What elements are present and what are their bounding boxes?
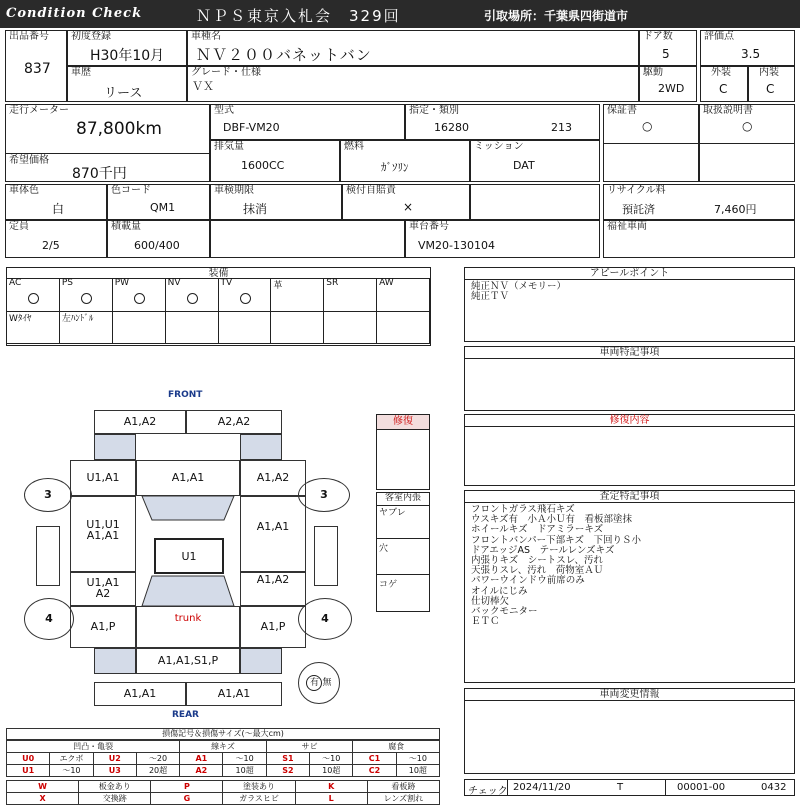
first-reg-cell [67,30,187,66]
inspection-notes-lines [465,503,794,629]
insurance-cell [342,184,470,220]
model-value: ＮＶ２００バネットバン [196,46,372,64]
legend-desc: 10超 [310,765,353,777]
legend-desc: ～10 [310,753,353,765]
load-label: 積載量 [111,221,141,232]
legend-header: 線キズ [180,741,267,753]
legend-desc: 10超 [223,765,266,777]
legend-code: U3 [93,765,136,777]
displacement-cell [210,140,340,182]
fuel-cell [340,140,470,182]
lot-value: 837 [24,61,51,77]
divider [6,153,209,154]
legend-code: C2 [353,765,396,777]
first-reg-value: H30年10月 [90,48,165,64]
check-inspector: T [617,782,624,793]
right-front-fender: A1,A2 [240,460,306,496]
designation-cell [405,104,600,140]
equipment-label: PW [114,278,130,288]
load-value: 600/400 [134,239,180,252]
front-left-wheel: 3 [24,478,72,512]
legend-header: 凹凸・亀裂 [7,741,180,753]
lot-cell [5,30,67,102]
mileage-label: 走行メーター [9,105,69,116]
designation-label: 指定・類別 [409,105,459,116]
lot-label: 出品番号 [9,31,49,42]
change-info-section [464,688,795,774]
score-cell [700,30,795,66]
mileage-price-cell [5,104,210,182]
left-front-fender: U1,A1 [70,460,136,496]
divider [700,143,794,144]
trunk-area: trunk [136,606,240,648]
legend-header: サビ [266,741,353,753]
text-line: フロントバンパー下部キズ 下回りＳ小 [471,534,641,546]
category-value: 213 [551,121,572,134]
price-value: 870千円 [72,166,127,182]
sticker-no: 無 [322,678,332,688]
history-label: 車歴 [71,67,91,78]
score-value: 3.5 [741,47,761,61]
displacement-value: 1600CC [241,159,285,172]
color-value: 白 [52,202,65,216]
ext-label: 外装 [711,67,731,78]
right-rear-door: A1,A2 [240,572,306,606]
type-cell [210,104,405,140]
left-rear-fender: A1,P [70,606,136,648]
colorcode-label: 色コード [111,185,151,196]
manual-cell [699,104,795,182]
divider [604,143,698,144]
capacity-value: 2/5 [42,239,60,252]
text-line: バックモニター [471,606,538,618]
manual-label: 取扱説明書 [703,105,753,116]
legend-title: 損傷記号＆損傷サイズ(～最大cm) [6,728,440,740]
colorcode-cell [107,184,210,220]
legend-desc: ガラスヒビ [223,793,295,805]
appeal-title: アピールポイント [465,268,794,280]
legend-code: A2 [180,765,223,777]
equipment-label: NV [167,278,181,288]
left-front-door-line1: U1,U1 [86,518,120,531]
type-value: DBF-VM20 [223,121,280,134]
text-line: オイルにじみ [471,585,528,597]
roof: U1 [154,538,224,574]
header-bar [0,0,800,28]
text-line: 天張りスレ、汚れ 荷物室ＡＵ [471,565,604,577]
capacity-cell [5,220,107,258]
text-line: ドアエッジAS テールレンズキズ [471,544,615,556]
appeal-lines [465,280,794,304]
legend-desc: 板金あり [79,781,151,793]
equipped-mark-icon [28,293,39,304]
left-front-door-line2: A1,A1 [86,529,120,542]
legend-desc: 交換跡 [79,793,151,805]
equipment-label: AC [9,278,22,288]
special-title: 車両特記事項 [465,347,794,359]
int-label: 内装 [759,67,779,78]
right-mirror [314,526,338,586]
chassis-label: 車台番号 [409,221,449,232]
damage-legend [6,728,440,805]
equipment-grid [7,278,430,345]
grade-label: グレード・仕様 [191,67,261,78]
equipment-row2-cell [113,311,166,344]
type-label: 型式 [214,105,234,116]
right-rear-fender: A1,P [240,606,306,648]
equipment-row1-cell [60,278,113,312]
repair-box [376,414,430,490]
equipment-row1-cell [219,278,272,312]
history-value: リース [104,86,143,101]
check-date: 2024/11/20 [513,782,571,793]
int-cell [748,66,795,102]
equipment-row2-cell [271,311,324,344]
mission-value: DAT [513,159,535,172]
legend-code: A1 [180,753,223,765]
chassis-cell [405,220,600,258]
sticker-yes: 有 [306,675,322,691]
front-label: FRONT [168,390,203,400]
sticker-marker [298,662,340,704]
equipment-row2-cell [324,311,377,344]
legend-desc: 10超 [396,765,439,777]
left-front-door [70,496,136,572]
blank-cell [470,184,600,220]
equipment-label: SR [326,278,339,288]
hood: A1,A1 [136,460,240,496]
legend-code: L [295,793,367,805]
text-line: ホイールキズ ドアミラーキズ [471,524,604,536]
color-cell [5,184,107,220]
cabin-box [376,492,430,612]
legend-desc: エクボ [50,753,93,765]
cabin-burn: コゲ [379,580,398,590]
legend-desc: 塗装あり [223,781,295,793]
inspection-notes-title: 査定特記事項 [465,491,794,503]
welfare-cell [603,220,795,258]
recycle-label: リサイクル料 [607,185,666,196]
equipment-row2-cell [377,311,430,344]
left-mirror [36,526,60,586]
repair-title: 修復 [377,415,429,430]
rear-left-wheel: 4 [24,598,74,640]
repair-content-title: 修復内容 [465,415,794,427]
equipment-label: AW [379,278,394,288]
equipment-row2-cell [60,311,113,344]
text-line: ウスキズ有 小Ａ小Ｕ有 看板部塗抹 [471,514,633,526]
text-line: 仕切棒欠 [471,595,510,607]
text-line: 内張りキズ シートスレ、汚れ [471,555,603,567]
left-taillight-area [94,648,136,674]
right-front-door: A1,A1 [240,496,306,572]
doors-label: ドア数 [643,31,673,42]
drive-cell [639,66,697,102]
auction-title: ＮＰＳ東京入札会 329回 [196,7,401,25]
legend-desc: ～10 [50,765,93,777]
warranty-cell [603,104,699,182]
equipment-row1-cell [324,278,377,312]
capacity-label: 定員 [9,221,29,232]
legend-desc: レンズ割れ [367,793,439,805]
cabin-title: 客室内張 [377,493,429,506]
legend-desc: ～20 [136,753,179,765]
model-label: 車種名 [191,31,221,42]
left-rear-door [70,572,136,606]
pickup-location: 引取場所：千葉県四街道市 [484,9,629,23]
equipment-row1-cell [166,278,219,312]
insurance-label: 検付自賠責 [346,185,396,196]
check-code: 00001-00 [677,782,726,793]
ext-value: C [719,82,728,96]
special-section [464,346,795,411]
legend-code: U1 [7,765,50,777]
fuel-label: 燃料 [344,141,364,152]
front-bumper-left: A1,A2 [94,410,186,434]
grade-value: ＶＸ [192,80,214,93]
back-door: A1,A1,S1,P [136,648,240,674]
equipment-title: 装備 [7,268,430,279]
right-taillight-area [240,648,282,674]
car-diagram [0,390,375,720]
legend-code: K [295,781,367,793]
ext-cell [700,66,748,102]
equipment-row1-cell [7,278,60,312]
legend-code: X [7,793,79,805]
displacement-label: 排気量 [214,141,244,152]
score-label: 評価点 [704,31,734,42]
divider [665,780,666,795]
equipment-row2-cell [166,311,219,344]
int-value: C [766,82,775,96]
load-cell [107,220,210,258]
equipment-row2-cell [7,311,60,344]
text-line: フロントガラス飛石キズ [471,504,575,515]
legend-code: S1 [266,753,309,765]
first-reg-label: 初度登録 [71,31,111,42]
legend-code: G [151,793,223,805]
legend-code: U0 [7,753,50,765]
insurance-value: × [403,200,414,214]
legend-code: P [151,781,223,793]
doors-value: 5 [662,47,670,61]
mission-cell [470,140,600,182]
legend-desc: ～10 [223,753,266,765]
check-footer [464,779,795,796]
inspection-cell [210,184,342,220]
price-label: 希望価格 [9,155,49,166]
legend-code: S2 [266,765,309,777]
legend-desc: 20超 [136,765,179,777]
drive-value: 2WD [658,82,685,95]
text-line: 純正ＴＶ [471,291,510,303]
legend-code: W [7,781,79,793]
left-headlight-area [94,434,136,460]
equipment-row1-cell [271,278,324,312]
divider [507,780,508,795]
equipped-mark-icon [81,293,92,304]
logo: Condition Check [6,6,143,21]
warranty-label: 保証書 [607,105,637,116]
recycle-type-value: 預託済 [622,203,655,216]
welfare-label: 福祉車両 [607,221,647,232]
equipped-mark-icon [134,293,145,304]
legend-table [6,740,440,777]
equipment-label: PS [61,278,74,288]
repair-content-section [464,414,795,486]
legend-desc: ～10 [396,753,439,765]
cabin-tear: ヤブレ [377,505,429,539]
text-line: 純正ＮＶ（メモリー） [471,281,567,292]
front-right-wheel: 3 [298,478,350,512]
legend-code: C1 [353,753,396,765]
inspection-value: 抹消 [243,202,268,216]
recycle-cell [603,184,795,220]
legend-code: U2 [93,753,136,765]
equipment-label: 革 [273,281,283,291]
recycle-value: 7,460円 [714,203,757,216]
legend-desc: 看板跡 [367,781,439,793]
colorcode-value: QM1 [150,201,176,214]
legend-header: 腐食 [353,741,440,753]
text-line: ＥＴＣ [471,616,500,628]
drive-label: 駆動 [643,67,663,78]
check-label: チェック [468,786,508,797]
rear-bumper-right: A1,A1 [186,682,282,706]
equipment-row1-cell [377,278,430,312]
inspection-label: 車検期限 [214,185,254,196]
equipment-label: TV [220,278,233,288]
chassis-value: VM20-130104 [418,239,495,252]
equipment-row1-cell [113,278,166,312]
manual-value: ○ [742,119,753,133]
grade-cell [187,66,639,102]
history-cell [67,66,187,102]
mission-label: ミッション [474,141,524,152]
rear-right-wheel: 4 [298,598,352,640]
text-line: パワーウインドウ前席のみ [471,575,585,587]
check-number: 0432 [761,782,787,793]
model-cell [187,30,639,66]
blank-cell [210,220,405,258]
equipment-label: 左ﾊﾝﾄﾞﾙ [61,314,94,324]
left-rear-door-line2: A2 [95,587,111,600]
legend-bottom-table [6,780,440,805]
fuel-value: ｶﾞｿﾘﾝ [381,161,409,174]
warranty-value: ○ [642,119,653,133]
equipped-mark-icon [187,293,198,304]
right-headlight-area [240,434,282,460]
designation-value: 16280 [434,121,469,134]
doors-cell [639,30,697,66]
mileage-value: 87,800km [76,119,162,139]
change-info-title: 車両変更情報 [465,689,794,701]
rear-bumper-left: A1,A1 [94,682,186,706]
left-rear-door-line1: U1,A1 [86,576,120,589]
equipped-mark-icon [240,293,251,304]
front-bumper-right: A2,A2 [186,410,282,434]
equipment-label: Wﾀｲﾔ [9,314,32,324]
appeal-section [464,267,795,342]
inspection-notes-section [464,490,795,683]
cabin-hole: 穴 [377,541,429,575]
equipment-table [6,267,431,346]
color-label: 車体色 [9,185,39,196]
equipment-row2-cell [219,311,272,344]
rear-label: REAR [172,710,199,720]
